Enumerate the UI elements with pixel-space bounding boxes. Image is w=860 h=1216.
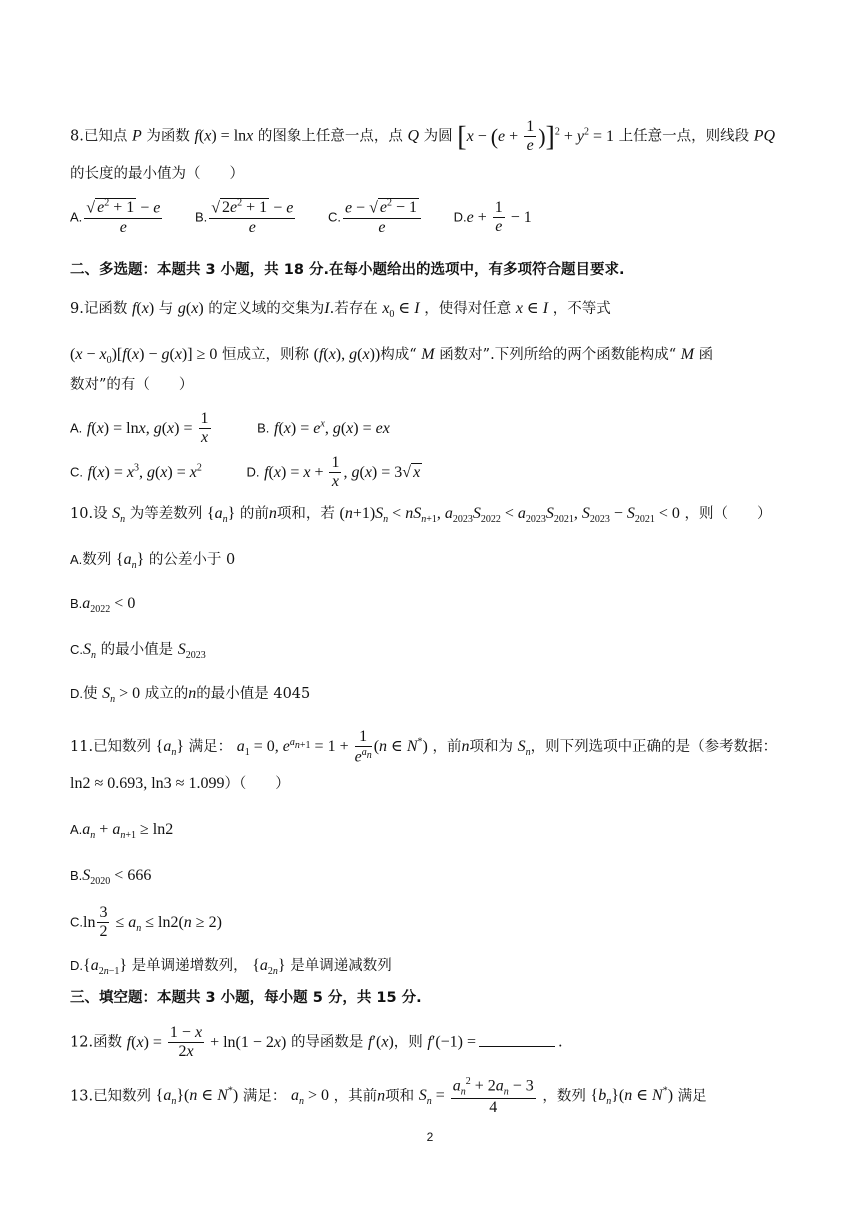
math: $x_0$ ∈ I: [382, 300, 420, 321]
q10-option-a[interactable]: A.数列 $\{a_n\}$ 的公差小于 0: [70, 551, 236, 572]
q9-stem-line2: $(x - x_0)[f(x) - g(x)] \ge 0$ 恒成立，则称 (f(x), g(x))构成“ M 函数对”.下列所给的两个函数能构成“ M 函: [70, 346, 714, 367]
q9-option-a[interactable]: A. f(x) = lnx, g(x) = $\frac{1}{x}$: [70, 410, 209, 447]
math: x ∈ I: [515, 300, 549, 317]
q9-option-c[interactable]: C. $f(x) = x^3$, $g(x) = x^2$: [70, 462, 202, 481]
math-circle-equation: [x − (e + $\frac{1}{e}$ )]$^2 + y^2 = 1$: [457, 118, 615, 155]
math: PQ: [753, 127, 776, 145]
q9-options-cd: [70, 454, 800, 492]
answer-blank[interactable]: [479, 1046, 555, 1047]
q10-option-b[interactable]: $B.a_{2022} < 0$: [70, 595, 136, 616]
section-3-heading: 三、填空题：本题共 3 小题，每小题 5 分，共 15 分.: [70, 990, 422, 1006]
q11-stem-line2: ln2 ≈ 0.693, ln3 ≈ 1.099）（ ）: [70, 775, 290, 792]
q8-option-d[interactable]: D.e + $\frac{1}{e}$ − 1: [453, 199, 532, 236]
q8-option-b[interactable]: B. $\frac{√ 2e^2 + 1 - e}{e}$: [194, 198, 294, 236]
q10-stem: 10.设 $S_n$ 为等差数列 $\{a_n\}$ 的前n项和，若 $(n+1)S_n < nS_{n+1}$, $a_{2023}S_{2022} < a_{2023}S_{2021}$, $S_{2023} - S_{2021} < 0$ ，则（ ）: [70, 505, 772, 526]
q9-option-b[interactable]: B. $f(x) = e^x$, g(x) = ex: [257, 418, 390, 437]
q8-options: [70, 198, 800, 237]
math-function: f(x) = $\frac{1 - x}{2x}$ + ln(1 − 2x): [126, 1024, 287, 1061]
q13-stem: 13.已知数列 $\{a_n\}(n$ ∈ N*) 满足： $a_n > 0$ ，其前n项和 $S_n$ = $\frac{a_n^2 + 2a_n - 3}{4}$ ，数列 $\{b_n\}(n$ ∈ N*) 满足: [70, 1076, 707, 1117]
q10-option-c[interactable]: $C.S_n$ 的最小值是 $S_{2023}$: [70, 641, 206, 662]
page-number: 2: [426, 1130, 434, 1144]
q12-stem: 12.函数 f(x) = $\frac{1 - x}{2x}$ + ln(1 − 2x) 的导函数是 f′(x)，则 f′(−1) = .: [70, 1024, 563, 1061]
q8-number: 8.: [70, 128, 84, 145]
math: f(x) = lnx: [194, 127, 254, 145]
q8-option-a[interactable]: A. $\frac{√ e^2 + 1 - e}{e}$: [70, 198, 161, 236]
q11-option-a[interactable]: $A.a_n + a_{n+1} \ge \ln 2$: [70, 821, 174, 842]
math: Q: [407, 127, 420, 145]
math-recurrence: $a_1 = 0$, $e^{a_{n+1}} = 1$ + $\frac{1}{e^{a_n}}$ (n ∈ N*): [236, 728, 428, 766]
q10-option-d[interactable]: D.使 $S_n > 0$ 成立的n的最小值是 4045: [70, 685, 311, 706]
q9-option-d[interactable]: D. f(x) = x + $\frac{1}{x}$ , g(x) = 3√ x: [246, 454, 421, 491]
q11-option-b[interactable]: $B.S_{2020} < 666$: [70, 867, 152, 888]
math-inequality: $(x - x_0)[f(x) - g(x)] \ge 0$: [70, 346, 218, 367]
math: g(x): [177, 300, 204, 317]
q8-option-c[interactable]: C. $\frac{e - √ e^2 - 1}{e}$: [328, 198, 423, 237]
q9-stem-line3: 数对”的有（ ）: [70, 377, 194, 393]
q11-option-d[interactable]: $D.\{a_{2n-1}\}$ 是单调递增数列， $\{a_{2n}\}$ 是单调递减数列: [70, 957, 392, 978]
section-2-heading: 二、多选题：本题共 3 小题，共 18 分.在每小题给出的选项中，有多项符合题目要求.: [70, 262, 625, 278]
q8-stem-line2: 的长度的最小值为（ ）: [70, 166, 244, 182]
math: P: [131, 127, 142, 145]
q11-stem: 11.已知数列 $\{a_n\}$ 满足： $a_1 = 0$, $e^{a_{n+1}} = 1$ + $\frac{1}{e^{a_n}}$ (n ∈ N*) ，前n项和为 $S_n$，则下列选项中正确的是（参考数据：: [70, 728, 778, 766]
q9-options-ab: [70, 410, 800, 448]
math-conditions: $(n+1)S_n < nS_{n+1}$, $a_{2023}S_{2022} < a_{2023}S_{2021}$, $S_{2023} - S_{2021} < 0$: [339, 505, 680, 526]
q11-option-c[interactable]: C.ln $\frac{3}{2}$ ≤ $a_n \le \ln 2(n \ge 2)$: [70, 904, 222, 941]
q8-stem: 8.已知点 P 为函数 f(x) = lnx 的图象上任意一点，点 Q 为圆 [x − (e + $\frac{1}{e}$ )]$^2 + y^2 = 1$ 上任意一点，则线段 PQ: [70, 118, 776, 155]
q9-stem: 9.记函数 f(x) 与 g(x) 的定义域的交集为I.若存在 $x_0$ ∈ I ，使得对任意 x ∈ I ，不等式: [70, 300, 611, 321]
math: f(x): [131, 300, 155, 317]
